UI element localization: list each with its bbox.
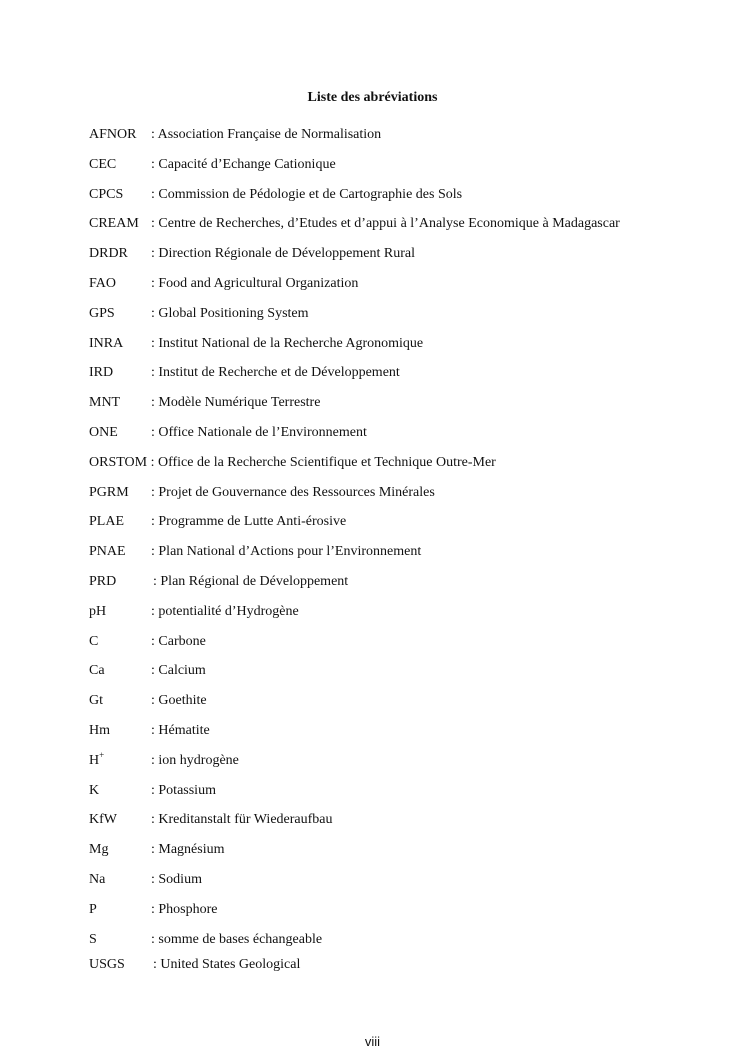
list-item: [89, 424, 709, 454]
abbreviation-list: [89, 126, 709, 985]
abbreviation-definition: : Plan Régional de Développement: [153, 573, 349, 589]
page-title: Liste des abréviations: [307, 90, 438, 105]
list-item: [89, 156, 709, 186]
abbreviation-definition: : Goethite: [151, 693, 207, 709]
abbreviation-definition: : Phosphore: [151, 901, 218, 917]
list-item: [89, 305, 709, 335]
abbreviation-code: Mg: [89, 842, 109, 858]
abbreviation-definition: : Centre de Recherches, d’Etudes et d’appui à l’Analyse Economique à Madagascar: [151, 216, 620, 232]
list-item: [89, 186, 709, 216]
abbreviation-definition: : Institut National de la Recherche Agronomique: [151, 335, 424, 351]
abbreviation-definition: : Office Nationale de l’Environnement: [151, 424, 367, 440]
abbreviation-code: PGRM: [89, 484, 129, 500]
abbreviation-definition: : United States Geological: [153, 956, 301, 972]
abbreviation-code: USGS: [89, 956, 125, 972]
abbreviation-code: CPCS: [89, 186, 124, 202]
list-item: [89, 901, 709, 931]
list-item: [89, 126, 709, 156]
abbreviation-definition: : Magnésium: [151, 842, 225, 858]
abbreviation-definition: : Hématite: [151, 722, 210, 738]
list-item: [89, 722, 709, 752]
list-item: [89, 215, 709, 245]
list-item: [89, 633, 709, 663]
abbreviation-code: PNAE: [89, 544, 126, 560]
abbreviation-code: CEC: [89, 156, 117, 172]
abbreviation-code: Ca: [89, 663, 105, 679]
list-item: [89, 841, 709, 871]
abbreviation-code: Na: [89, 871, 106, 887]
abbreviation-code: GPS: [89, 305, 115, 321]
abbreviation-code: S: [89, 931, 97, 947]
list-item: [89, 931, 709, 956]
abbreviation-definition: : Commission de Pédologie et de Cartographie des Sols: [151, 186, 463, 202]
list-item: [89, 811, 709, 841]
list-item: [89, 275, 709, 305]
abbreviation-definition: : ion hydrogène: [151, 752, 239, 768]
abbreviation-code: ONE: [89, 424, 118, 440]
abbreviation-code: INRA: [89, 335, 124, 351]
abbreviation-definition: : Direction Régionale de Développement Rural: [151, 246, 415, 262]
abbreviation-code: K: [89, 782, 100, 798]
abbreviation-code: [89, 749, 105, 770]
list-item: [89, 749, 709, 782]
abbreviation-definition: : Plan National d’Actions pour l’Environnement: [151, 544, 422, 560]
list-item: [89, 782, 709, 812]
list-item: [89, 484, 709, 514]
abbreviation-code: pH: [89, 603, 107, 619]
list-item: [89, 543, 709, 573]
abbreviation-code: FAO: [89, 275, 116, 291]
abbreviation-definition: : Institut de Recherche et de Développement: [151, 365, 400, 381]
list-item: [89, 394, 709, 424]
list-item: [89, 956, 709, 986]
list-item: [89, 662, 709, 692]
abbreviation-code: AFNOR: [89, 127, 137, 142]
list-item: [89, 245, 709, 275]
abbreviation-definition: : potentialité d’Hydrogène: [151, 603, 299, 619]
abbreviation-code: CREAM: [89, 216, 139, 232]
abbreviation-definition: : Capacité d’Echange Cationique: [151, 156, 336, 172]
list-item: [89, 692, 709, 722]
abbreviation-code: KfW: [89, 812, 117, 828]
abbreviation-definition: : Projet de Gouvernance des Ressources Minérales: [151, 484, 435, 500]
list-item: [89, 603, 709, 633]
list-item: [89, 871, 709, 901]
list-item: [89, 573, 709, 603]
abbreviation-definition: : Kreditanstalt für Wiederaufbau: [151, 812, 333, 828]
abbreviation-code: PRD: [89, 573, 117, 589]
abbreviation-definition: : Office de la Recherche Scientifique et Technique Outre-Mer: [147, 454, 496, 470]
abbreviation-code: Hm: [89, 722, 110, 738]
abbreviation-definition: : somme de bases échangeable: [151, 931, 323, 947]
abbreviation-code: C: [89, 633, 99, 649]
abbreviation-code-superscript: +: [99, 749, 105, 760]
abbreviation-code: ORSTOM: [89, 454, 148, 470]
abbreviation-definition: : Modèle Numérique Terrestre: [151, 395, 321, 411]
abbreviation-definition: : Global Positioning System: [151, 305, 309, 321]
list-item: [89, 454, 709, 484]
abbreviation-definition: : Potassium: [151, 782, 216, 798]
abbreviation-definition: : Carbone: [151, 633, 206, 649]
abbreviation-definition: : Calcium: [151, 663, 206, 679]
abbreviation-definition: : Programme de Lutte Anti-érosive: [151, 514, 347, 530]
list-item: [89, 513, 709, 543]
abbreviation-code: MNT: [89, 395, 121, 411]
abbreviation-definition: : Association Française de Normalisation: [151, 127, 382, 142]
abbreviation-code: Gt: [89, 693, 103, 709]
list-item: [89, 335, 709, 365]
abbreviation-code: P: [89, 901, 97, 917]
page-number: viii: [364, 1034, 381, 1049]
list-item: [89, 364, 709, 394]
abbreviation-code-base: H: [89, 752, 100, 768]
abbreviation-definition: : Food and Agricultural Organization: [151, 275, 359, 291]
abbreviation-code: IRD: [89, 365, 114, 381]
abbreviation-code: PLAE: [89, 514, 124, 530]
abbreviation-definition: : Sodium: [151, 871, 202, 887]
abbreviation-code: DRDR: [89, 246, 128, 262]
